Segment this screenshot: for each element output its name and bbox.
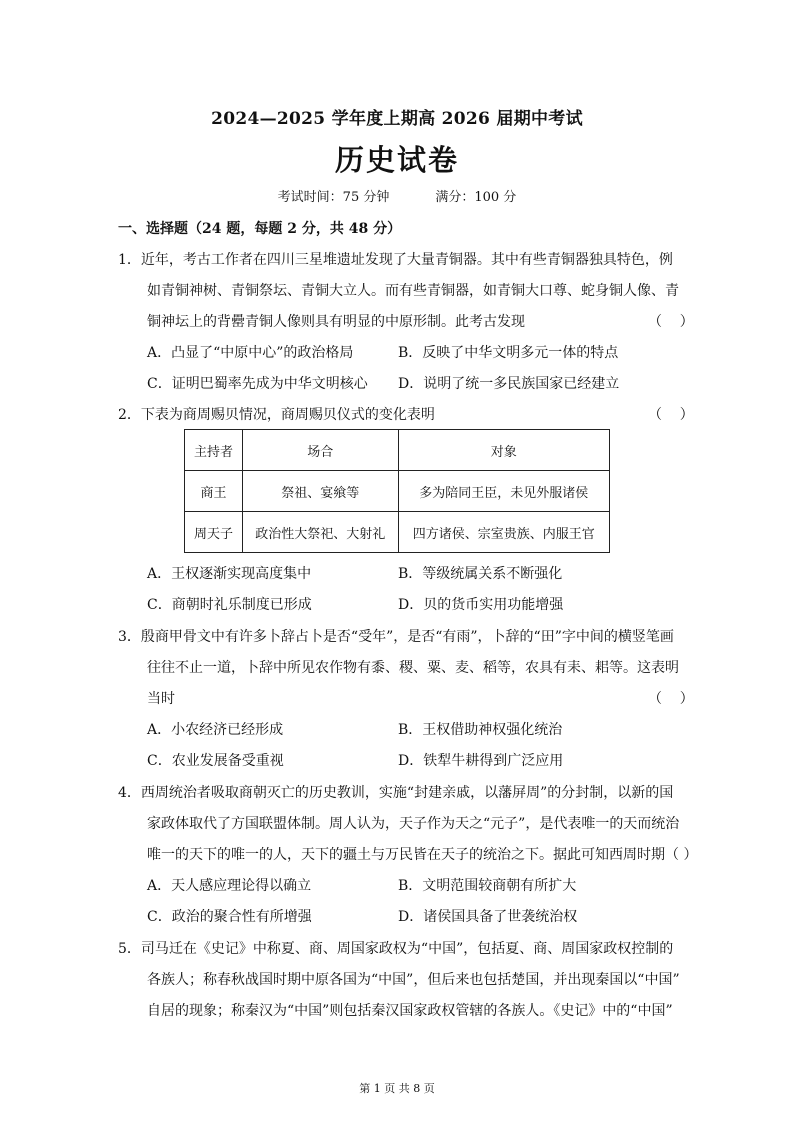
table-header-cell: 场合 xyxy=(242,430,398,471)
answer-bracket: （ ） xyxy=(648,691,694,707)
option-c: C．证明巴蜀率先成为中华文明核心 xyxy=(147,376,368,392)
section-heading: 一、选择题（24 题，每题 2 分，共 48 分） xyxy=(118,221,402,237)
exam-meta xyxy=(0,186,794,205)
question-1-line: 1．近年，考古工作者在四川三星堆遗址发现了大量青铜器。其中有些青铜器独具特色，例 xyxy=(118,252,673,268)
exam-time: 考试时间：75 分钟 xyxy=(277,190,390,205)
table-header-cell: 对象 xyxy=(398,430,609,471)
option-d: D．贝的货币实用功能增强 xyxy=(398,597,564,613)
answer-bracket: （ ） xyxy=(648,407,694,423)
question-4-line: 唯一的天下的唯一的人，天下的疆土与万民皆在天子的统治之下。据此可知西周时期（ ） xyxy=(147,847,698,863)
table-header-row xyxy=(185,430,610,471)
question-5-line: 5．司马迁在《史记》中称夏、商、周国家政权为“中国”，包括夏、商、周国家政权控制的 xyxy=(118,941,674,957)
exam-score: 满分：100 分 xyxy=(435,190,517,205)
question-2-stem: 2．下表为商周赐贝情况，商周赐贝仪式的变化表明 xyxy=(118,407,435,423)
question-4-line: 4．西周统治者吸取商朝灭亡的历史教训，实施“封建亲戚，以藩屏周”的分封制，以新的国 xyxy=(118,785,674,801)
exam-title: 2024—2025 学年度上期高 2026 届期中考试 xyxy=(211,109,583,129)
option-d: D．说明了统一多民族国家已经建立 xyxy=(398,376,620,392)
option-a: A．王权逐渐实现高度集中 xyxy=(147,566,312,582)
question-3-line: 往往不止一道，卜辞中所见农作物有黍、稷、粟、麦、稻等，农具有耒、耜等。这表明 xyxy=(147,660,679,676)
option-d: D．诸侯国具备了世袭统治权 xyxy=(398,909,578,925)
subject-title: 历史试卷 xyxy=(334,143,459,177)
option-c: C．政治的聚合性有所增强 xyxy=(147,909,312,925)
gift-table xyxy=(184,429,610,553)
table-row xyxy=(185,512,610,553)
table-row xyxy=(185,471,610,512)
option-c: C．农业发展备受重视 xyxy=(147,753,284,769)
page-footer: 第 1 页 共 8 页 xyxy=(359,1082,435,1095)
table-cell: 多为陪同王臣，未见外服诸侯 xyxy=(398,471,609,512)
option-a: A．天人感应理论得以确立 xyxy=(147,878,312,894)
question-4-line: 家政体取代了方国联盟体制。周人认为，天子作为天之“元子”，是代表唯一的天而统治 xyxy=(147,816,680,832)
answer-bracket: （ ） xyxy=(648,314,694,330)
table-cell: 祭祖、宴飨等 xyxy=(242,471,398,512)
question-3-line: 3．殷商甲骨文中有许多卜辞占卜是否“受年”，是否“有雨”，卜辞的“田”字中间的横竖笔画 xyxy=(118,629,674,645)
question-5-line: 自居的现象；称秦汉为“中国”则包括秦汉国家政权管辖的各族人。《史记》中的“中国” xyxy=(147,1003,673,1019)
option-b: B．文明范围较商朝有所扩大 xyxy=(398,878,577,894)
table-cell: 四方诸侯、宗室贵族、内服王官 xyxy=(398,512,609,553)
question-3-line: 当时 xyxy=(147,691,175,707)
table-cell: 政治性大祭祀、大射礼 xyxy=(242,512,398,553)
table-header-cell: 主持者 xyxy=(185,430,243,471)
question-1-line: 铜神坛上的背罍青铜人像则具有明显的中原形制。此考古发现 xyxy=(147,314,525,330)
option-b: B．王权借助神权强化统治 xyxy=(398,722,563,738)
option-a: A．凸显了“中原中心”的政治格局 xyxy=(147,345,354,361)
option-b: B．反映了中华文明多元一体的特点 xyxy=(398,345,619,361)
option-d: D．铁犁牛耕得到广泛应用 xyxy=(398,753,564,769)
option-c: C．商朝时礼乐制度已形成 xyxy=(147,597,312,613)
option-b: B．等级统属关系不断强化 xyxy=(398,566,563,582)
question-1-line: 如青铜神树、青铜祭坛、青铜大立人。而有些青铜器，如青铜大口尊、蛇身铜人像、青 xyxy=(147,283,679,299)
question-5-line: 各族人；称春秋战国时期中原各国为“中国”，但后来也包括楚国，并出现秦国以“中国” xyxy=(147,972,680,988)
table-cell: 商王 xyxy=(185,471,243,512)
table-cell: 周天子 xyxy=(185,512,243,553)
option-a: A．小农经济已经形成 xyxy=(147,722,284,738)
